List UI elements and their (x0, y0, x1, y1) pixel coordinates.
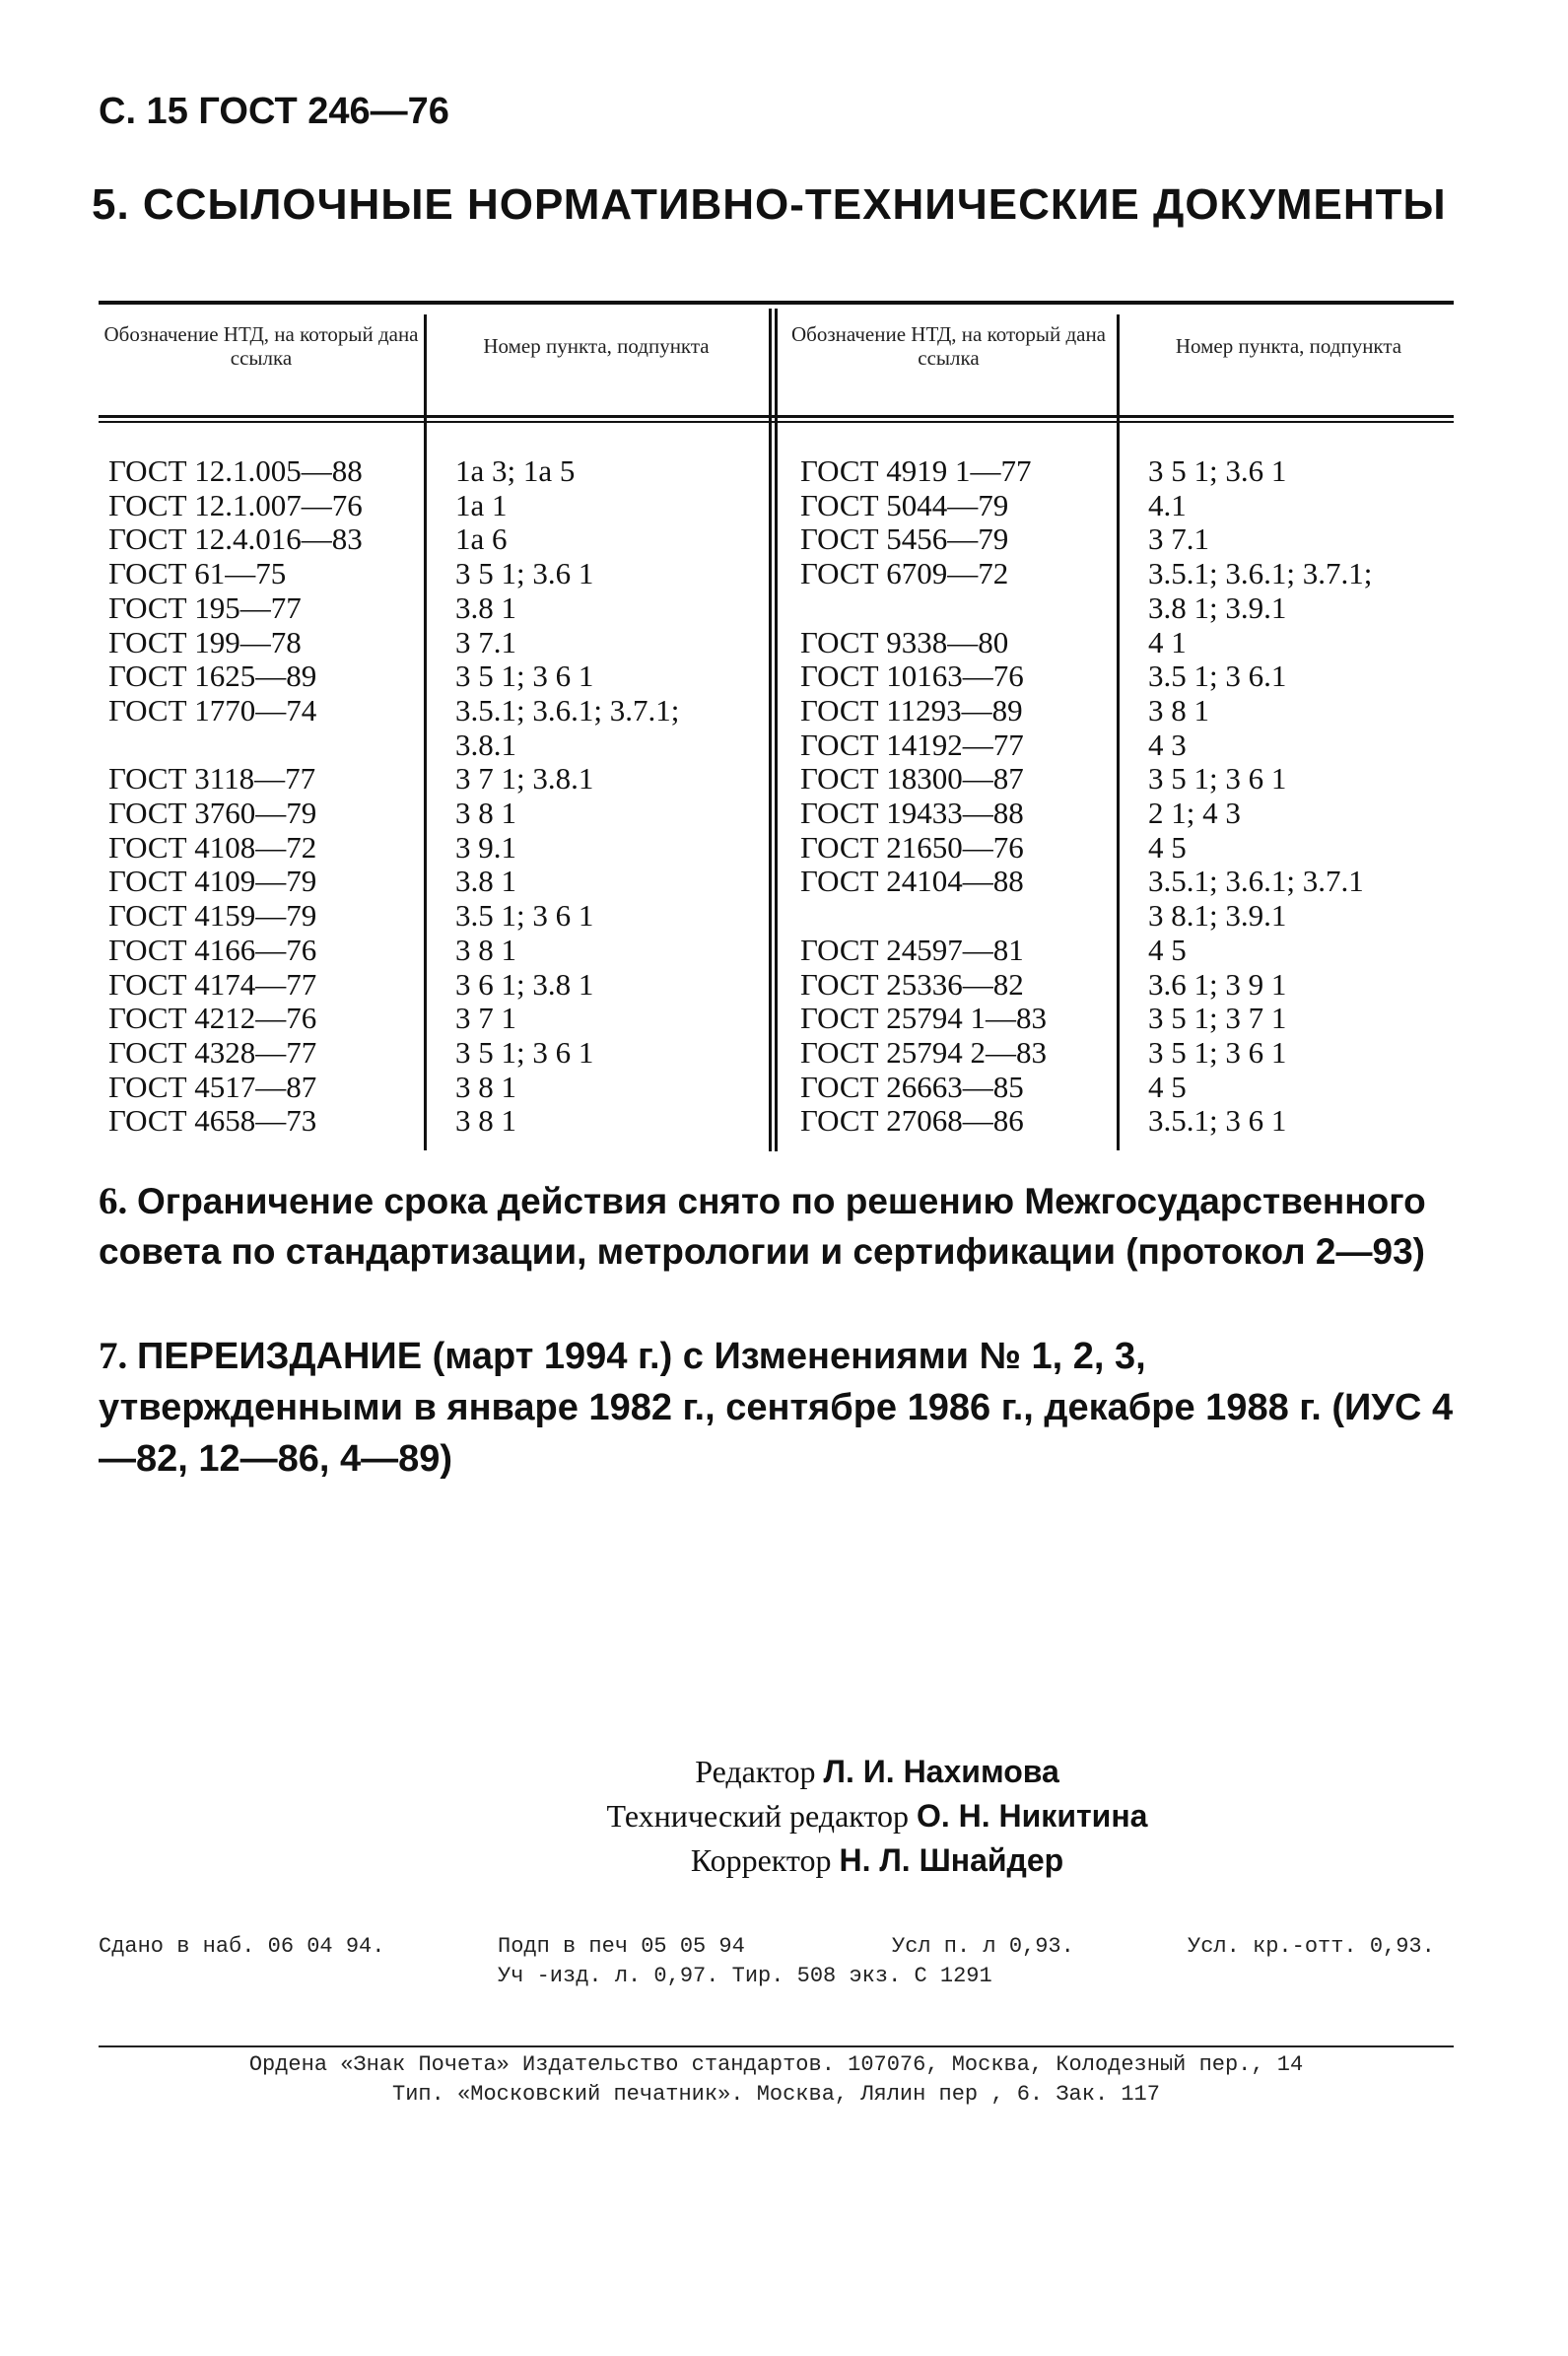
header-designation-right: Обозначение НТД, на который дана ссылка (790, 322, 1107, 370)
publisher-line-1: Ордена «Знак Почета» Издательство стандартов. 107076, Москва, Колодезный пер., 14 (248, 2052, 1304, 2077)
editor-name: Л. И. Нахимова (823, 1754, 1059, 1789)
table-cell-item: 3.5.1; 3 6 1 (1148, 1103, 1287, 1139)
table-cell-item: 3 8 1 (455, 796, 516, 831)
table-cell-designation: ГОСТ 1625—89 (108, 658, 317, 694)
section-7-number: 7. (99, 1335, 128, 1377)
table-cell-designation: ГОСТ 3118—77 (108, 761, 316, 797)
table-cell-item: 3 5 1; 3.6 1 (455, 556, 594, 591)
table-cell-item: 4.1 (1148, 487, 1187, 522)
table-cell-item: 3 8 1 (455, 1103, 516, 1139)
table-cell-item: 3 5 1; 3 6 1 (455, 658, 594, 694)
corrector-line (434, 1838, 1321, 1883)
publisher-line-2: Тип. «Московский печатник». Москва, Лялин пер , 6. Зак. 117 (392, 2082, 1160, 2107)
table-cell-item: 3 5 1; 3 6 1 (1148, 761, 1287, 797)
section-6-number: 6. (99, 1180, 128, 1222)
col-separator-1 (424, 314, 427, 1150)
table-cell-designation: ГОСТ 12.4.016—83 (108, 521, 363, 557)
table-cell-designation: ГОСТ 11293—89 (800, 692, 1023, 728)
table-cell-designation: ГОСТ 26663—85 (800, 1069, 1024, 1104)
table-cell-item: 3.8.1 (455, 727, 516, 762)
table-cell-designation: ГОСТ 10163—76 (800, 658, 1024, 694)
table-cell-designation: ГОСТ 25794 2—83 (800, 1034, 1048, 1070)
column-right-items (1148, 454, 1454, 1139)
table-cell-item: 3 8 1 (1148, 692, 1209, 728)
table-cell-designation: ГОСТ 4109—79 (108, 864, 317, 899)
table-cell-item: 3.5 1; 3 6 1 (455, 898, 594, 934)
table-cell-item: 3.5 1; 3 6.1 (1148, 658, 1287, 694)
table-cell-item: 3 9.1 (455, 829, 516, 865)
table-cell-designation: ГОСТ 195—77 (108, 589, 302, 625)
editors-block (434, 1750, 1321, 1883)
tech-editor-line (434, 1794, 1321, 1838)
table-cell-designation: ГОСТ 12.1.007—76 (108, 487, 363, 522)
table-cell-designation: ГОСТ 4919 1—77 (800, 453, 1032, 488)
table-cell-item: 3.6 1; 3 9 1 (1148, 966, 1287, 1002)
table-cell-designation: ГОСТ 4517—87 (108, 1069, 317, 1104)
table-cell-item: 4 5 (1148, 932, 1187, 967)
table-cell-designation: ГОСТ 24104—88 (800, 864, 1024, 899)
editor-role: Редактор (695, 1754, 816, 1789)
table-cell-item: 4 1 (1148, 624, 1187, 659)
table-cell-item: 3.8 1 (455, 589, 516, 625)
table-cell-designation: ГОСТ 199—78 (108, 624, 302, 659)
imprint-submitted: Сдано в наб. 06 04 94. (99, 1934, 385, 1959)
corrector-role: Корректор (690, 1842, 832, 1878)
table-cell-designation: ГОСТ 25794 1—83 (800, 1001, 1048, 1036)
table-cell-designation: ГОСТ 4174—77 (108, 966, 317, 1002)
col-separator-2a (769, 309, 772, 1151)
table-cell-designation: ГОСТ 19433—88 (800, 796, 1024, 831)
table-cell-item: 2 1; 4 3 (1148, 796, 1241, 831)
publisher-block (99, 2050, 1454, 2110)
table-cell-item: 3.8 1; 3.9.1 (1148, 589, 1287, 625)
table-cell-designation: ГОСТ 61—75 (108, 556, 287, 591)
table-cell-designation: ГОСТ 6709—72 (800, 556, 1009, 591)
table-cell-item: 3 5 1; 3 7 1 (1148, 1001, 1287, 1036)
table-cell-designation: ГОСТ 14192—77 (800, 727, 1024, 762)
table-cell-designation: ГОСТ 12.1.005—88 (108, 453, 363, 488)
header-designation-left: Обозначение НТД, на который дана ссылка (103, 322, 419, 370)
section-7-paragraph (99, 1331, 1459, 1485)
table-cell-designation: ГОСТ 4108—72 (108, 829, 317, 865)
header-item-left: Номер пункта, подпункта (483, 334, 710, 358)
table-cell-designation: ГОСТ 4159—79 (108, 898, 317, 934)
imprint-prints: Усл. кр.-отт. 0,93. (1188, 1934, 1435, 1959)
section-5-title: 5. ССЫЛОЧНЫЕ НОРМАТИВНО-ТЕХНИЧЕСКИЕ ДОКУМЕНТЫ (92, 180, 1447, 229)
table-cell-designation (800, 899, 1114, 934)
column-left-items (455, 454, 766, 1139)
table-cell-designation: ГОСТ 5044—79 (800, 487, 1009, 522)
table-cell-designation: ГОСТ 4658—73 (108, 1103, 317, 1139)
table-cell-item: 3 5 1; 3.6 1 (1148, 453, 1287, 488)
table-cell-designation: ГОСТ 1770—74 (108, 692, 317, 728)
table-cell-designation: ГОСТ 4166—76 (108, 932, 317, 967)
table-cell-designation: ГОСТ 4328—77 (108, 1034, 317, 1070)
table-cell-designation: ГОСТ 24597—81 (800, 932, 1024, 967)
section-6-paragraph (99, 1176, 1459, 1277)
table-cell-item: 3 6 1; 3.8 1 (455, 966, 594, 1002)
col-separator-3 (1117, 314, 1120, 1150)
table-cell-item: 3 8 1 (455, 1069, 516, 1104)
table-cell-item: 3 8.1; 3.9.1 (1148, 898, 1287, 934)
table-cell-designation: ГОСТ 5456—79 (800, 521, 1009, 557)
table-cell-item: 1а 6 (455, 521, 508, 557)
table-cell-designation: ГОСТ 27068—86 (800, 1103, 1024, 1139)
bottom-rule (99, 2045, 1454, 2047)
tech-editor-name: О. Н. Никитина (916, 1798, 1148, 1834)
table-cell-item: 3 5 1; 3 6 1 (455, 1034, 594, 1070)
table-cell-designation: ГОСТ 3760—79 (108, 796, 317, 831)
imprint-signed: Подп в печ 05 05 94 (498, 1934, 745, 1959)
table-cell-designation: ГОСТ 21650—76 (800, 829, 1024, 865)
table-cell-item: 3.5.1; 3.6.1; 3.7.1 (1148, 864, 1364, 899)
table-cell-designation (800, 591, 1114, 626)
table-cell-item: 3 7 1; 3.8.1 (455, 761, 594, 797)
table-cell-item: 3 7.1 (1148, 521, 1209, 557)
table-cell-item: 1а 1 (455, 487, 508, 522)
corrector-name: Н. Л. Шнайдер (839, 1842, 1064, 1878)
column-left-designations (108, 454, 422, 1139)
table-cell-item: 3.5.1; 3.6.1; 3.7.1; (1148, 556, 1373, 591)
col-separator-2b (775, 309, 778, 1151)
reference-table (99, 301, 1454, 1153)
table-cell-item: 3.8 1 (455, 864, 516, 899)
table-cell-item: 3 5 1; 3 6 1 (1148, 1034, 1287, 1070)
table-cell-item: 1а 3; 1а 5 (455, 453, 576, 488)
tech-editor-role: Технический редактор (606, 1798, 909, 1834)
page-header: С. 15 ГОСТ 246—76 (99, 91, 449, 132)
table-cell-designation: ГОСТ 25336—82 (800, 966, 1024, 1002)
table-cell-item: 3.5.1; 3.6.1; 3.7.1; (455, 692, 680, 728)
table-cell-designation (108, 728, 422, 763)
table-cell-item: 4 5 (1148, 1069, 1187, 1104)
editor-line (434, 1750, 1321, 1794)
table-cell-item: 3 8 1 (455, 932, 516, 967)
section-7-text: ПЕРЕИЗДАНИЕ (март 1994 г.) с Изменениями № 1, 2, 3, утвержденными в январе 1982 г., сентябре 1986 г., декабре 1988 г. (ИУС 4—82, 12—86, 4—89) (99, 1336, 1454, 1480)
section-6-text: Ограничение срока действия снято по решению Межгосударственного совета по стандартизации, метрологии и сертификации (протокол 2—93) (99, 1181, 1426, 1272)
column-right-designations (800, 454, 1114, 1139)
table-cell-designation: ГОСТ 9338—80 (800, 624, 1009, 659)
table-cell-item: 3 7 1 (455, 1001, 516, 1036)
table-cell-designation: ГОСТ 18300—87 (800, 761, 1024, 797)
header-item-right: Номер пункта, подпункта (1175, 334, 1402, 358)
imprint-line-2: Уч -изд. л. 0,97. Тир. 508 экз. С 1291 (498, 1964, 992, 1988)
table-top-rule (99, 301, 1454, 305)
table-cell-item: 4 3 (1148, 727, 1187, 762)
table-cell-item: 3 7.1 (455, 624, 516, 659)
table-cell-designation: ГОСТ 4212—76 (108, 1001, 317, 1036)
imprint-sheets: Усл п. л 0,93. (892, 1934, 1074, 1959)
table-cell-item: 4 5 (1148, 829, 1187, 865)
